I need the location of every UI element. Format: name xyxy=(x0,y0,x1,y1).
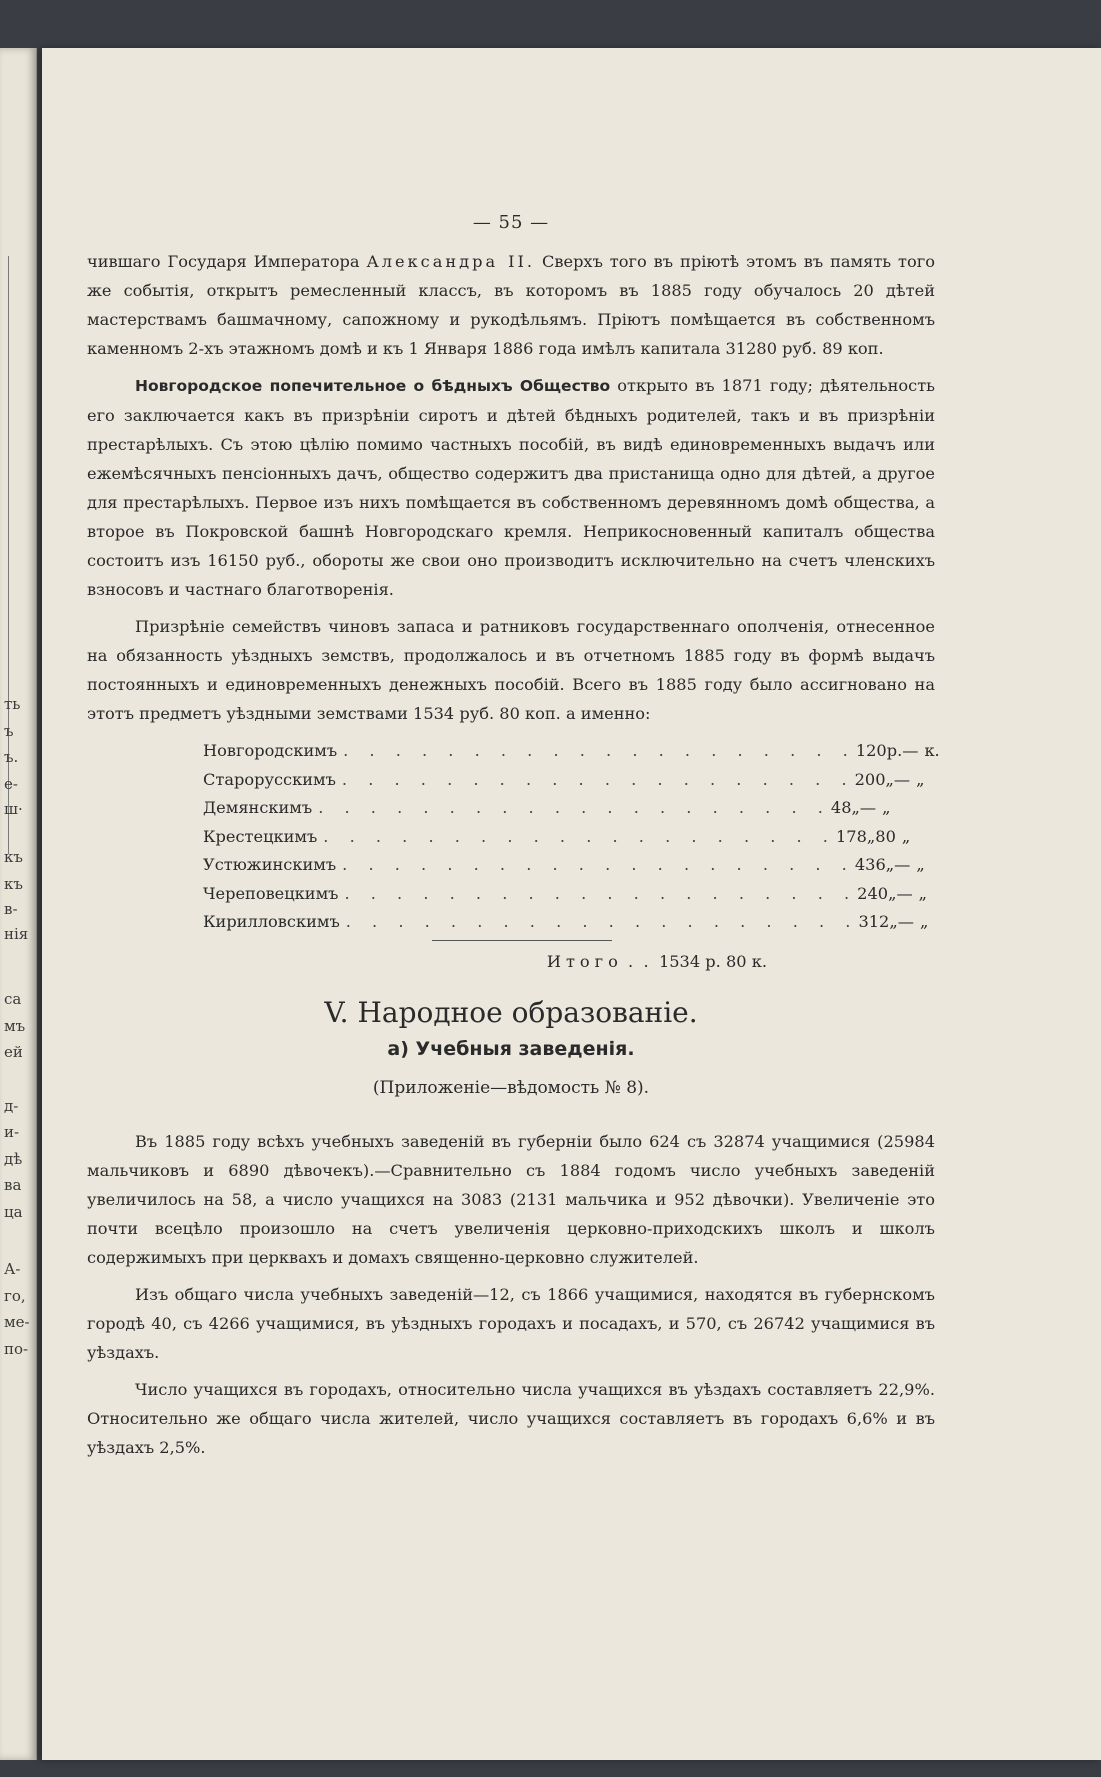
total-kop: 80 xyxy=(725,951,747,971)
paragraph-schools: Въ 1885 году всѣхъ учебныхъ заведеній въ губерніи было 624 съ 32874 учащимися (25984 мальчиковъ и 6890 дѣвочекъ).—Сравнительно съ 1884 годомъ число учебныхъ заведеній увеличилось на 58, а число учащихся на 3083 (2131 мальчика и 952 дѣвочки). Увеличеніе это почти всецѣло произошло на счетъ увеличенія церковно-приходскихъ школъ и школъ содержимыхъ при церквахъ и домахъ священно-церковно служителей. xyxy=(87,1131,935,1267)
emperor-name: Александра II. xyxy=(366,252,536,271)
page-number: — 55 — xyxy=(472,212,550,233)
paragraph-reservists: Призрѣніе семействъ чиновъ запаса и ратниковъ государственнаго ополченія, отнесенное на обязанность уѣздныхъ земствъ, продолжалось и въ отчетномъ 1885 году въ формѣ выдачъ постоянныхъ и единовременныхъ денежныхъ пособій. Всего въ 1885 году было ассигновано на этотъ предметъ уѣздными земствами 1534 руб. 80 коп. а именно: xyxy=(87,617,935,723)
appendix-note: (Приложеніе—вѣдомость № 8). xyxy=(372,1077,650,1098)
left-page-fragment: ъ xyxy=(4,722,14,740)
allocation-row xyxy=(203,907,929,936)
allocation-rub: 436 xyxy=(854,855,886,874)
allocation-row xyxy=(203,879,928,908)
allocation-k-unit: „ xyxy=(916,769,925,789)
left-page-fragment: ме- xyxy=(4,1313,30,1331)
allocation-rub: 200 xyxy=(854,769,886,789)
allocation-row xyxy=(203,822,911,851)
allocation-name: Крестецкимъ xyxy=(203,826,318,846)
paragraph-society: Новгородское попечительное о бѣдныхъ Общество открыто въ 1871 году; дѣятельность его заключается какъ въ призрѣніи сиротъ и дѣтей бѣдныхъ родителей, такъ и въ призрѣніи престарѣлыхъ. Съ этою цѣлію помимо частныхъ пособій, въ видѣ единовременныхъ выдачъ или ежемѣсячныхъ пенсіонныхъ дачъ, общество содержитъ два пристанища одно для дѣтей, а другое для престарѣлыхъ. Первое изъ нихъ помѣщается въ собственномъ деревянномъ домѣ общества, а второе въ Покровской башнѣ Новгородскаго кремля. Неприкосновенный капиталъ общества состоитъ изъ 16150 руб., обороты же свои оно производитъ исключительно на счетъ членскихъ взносовъ и частнаго благотворенія. xyxy=(87,376,935,599)
paragraph-ratio: Число учащихся въ городахъ, относительно числа учащихся въ уѣздахъ составляетъ 22,9%. Относительно же общаго числа жителей, число учащихся составляетъ въ городахъ 6,6% и въ уѣздахъ 2,5%. xyxy=(87,1379,935,1457)
leader-dots: . . . . . . . . . . . . . . . . . . . . xyxy=(323,826,836,846)
allocation-r-unit: р. xyxy=(886,741,903,760)
allocation-kop: — xyxy=(859,798,877,817)
left-page-fragment: и- xyxy=(4,1123,20,1141)
allocation-kop: — xyxy=(896,883,913,903)
left-page-fragment: А- xyxy=(4,1260,21,1278)
allocation-r-unit: „ xyxy=(889,912,898,931)
left-page-fragment: къ xyxy=(4,875,23,893)
allocation-rub: 178 xyxy=(835,826,867,846)
allocation-kop: — xyxy=(902,741,919,760)
allocation-k-unit: „ xyxy=(882,798,891,817)
left-page-edge xyxy=(0,48,37,1760)
allocation-rub: 120 xyxy=(855,741,887,760)
allocation-name: Устюжинскимъ xyxy=(203,855,337,874)
paragraph-shelter: чившаго Государя Императора Александра II. Сверхъ того въ пріютѣ этомъ въ память того же событія, открытъ ремесленный классъ, въ которомъ въ 1885 году обучалось 20 дѣтей мастерствамъ башмачному, сапожному и рукодѣльямъ. Пріютъ помѣщается въ собственномъ каменномъ 2-хъ этажномъ домѣ и къ 1 Января 1886 года имѣлъ капитала 31280 руб. 89 коп. xyxy=(87,252,935,358)
leader-dots: . . . . . . . . . . . . . . . . . . . . xyxy=(342,855,855,874)
allocation-k-unit: „ xyxy=(919,912,929,931)
total-r: р. xyxy=(705,951,721,971)
allocation-r-unit: „ xyxy=(885,855,895,874)
left-page-fragment: къ xyxy=(4,848,23,866)
allocation-kop: 80 xyxy=(875,826,896,846)
allocation-rub: 312 xyxy=(858,912,890,931)
sub-title: а) Учебныя заведенія. xyxy=(387,1037,635,1060)
left-page-fragment: ца xyxy=(4,1203,23,1221)
allocation-kop: — xyxy=(893,769,911,789)
leader-dots: . . . . . . . . . . . . . . . . . . . . xyxy=(318,798,831,817)
total-label: Итого xyxy=(546,951,623,971)
allocation-kop: — xyxy=(897,912,914,931)
left-page-fragment: нія xyxy=(4,925,29,943)
allocation-name: Кирилловскимъ xyxy=(203,912,340,931)
allocation-k-unit: „ xyxy=(918,883,928,903)
section-title: V. Народное образованіе. xyxy=(324,995,698,1029)
allocation-k-unit: к. xyxy=(924,741,940,760)
allocation-name: Демянскимъ xyxy=(203,798,313,817)
leader-dots: . . . . . . . . . . . . . . . . . . . . xyxy=(343,741,856,760)
allocation-name: Новгородскимъ xyxy=(203,741,338,760)
leader-dots: . . . . . . . . . . . . . . . . . . . . xyxy=(344,883,858,903)
allocation-k-unit: „ xyxy=(901,826,911,846)
left-page-fragment: дѣ xyxy=(4,1150,23,1168)
left-page-fragment: ъ. xyxy=(4,748,19,766)
left-page-fragment: ш· xyxy=(4,800,23,818)
total-row: Итого . . 1534 р. 80 к. xyxy=(87,947,767,976)
left-page-fragment: е- xyxy=(4,775,18,793)
allocation-row xyxy=(203,765,925,794)
allocation-row xyxy=(203,793,891,822)
leader-dots: . . . . . . . . . . . . . . . . . . . . xyxy=(345,912,859,931)
page-content xyxy=(87,208,940,1470)
total-k: к. xyxy=(751,951,767,971)
allocation-r-unit: „ xyxy=(851,798,860,817)
allocation-r-unit: „ xyxy=(885,769,894,789)
allocation-r-unit: „ xyxy=(888,883,897,903)
allocation-kop: — xyxy=(894,855,911,874)
allocation-table xyxy=(203,736,940,936)
paragraph-distribution: Изъ общаго числа учебныхъ заведеній—12, съ 1866 учащимися, находятся въ губернскомъ городѣ 40, съ 4266 учащимися, въ уѣздныхъ городахъ и посадахъ, и 570, съ 26742 учащимися въ уѣздахъ. xyxy=(87,1284,935,1362)
allocation-r-unit: „ xyxy=(866,826,876,846)
total-rub: 1534 xyxy=(658,951,701,971)
leader-dots: . . . . . . . . . . . . . . . . . . . . xyxy=(341,769,855,789)
left-page-fragment: го, xyxy=(4,1287,26,1305)
left-page-fragment: в- xyxy=(4,900,18,918)
left-page-fragment: са xyxy=(4,990,22,1008)
allocation-rub: 48 xyxy=(830,798,852,817)
left-page-fragment: ва xyxy=(4,1176,22,1194)
sum-rule xyxy=(432,940,612,941)
society-name: Новгородское попечительное о бѣдныхъ Общество xyxy=(135,377,611,395)
allocation-rub: 240 xyxy=(857,883,889,903)
left-page-fragment: д- xyxy=(4,1097,19,1115)
left-page-fragment: по- xyxy=(4,1340,29,1358)
left-page-fragment: ть xyxy=(4,695,21,713)
left-page-fragment: мъ xyxy=(4,1017,26,1035)
allocation-name: Череповецкимъ xyxy=(203,883,339,903)
allocation-k-unit: „ xyxy=(916,855,925,874)
allocation-row xyxy=(203,736,940,765)
book-page xyxy=(42,48,1101,1760)
allocation-name: Старорусскимъ xyxy=(203,769,336,789)
allocation-row xyxy=(203,850,925,879)
left-page-fragment: ей xyxy=(4,1043,23,1061)
